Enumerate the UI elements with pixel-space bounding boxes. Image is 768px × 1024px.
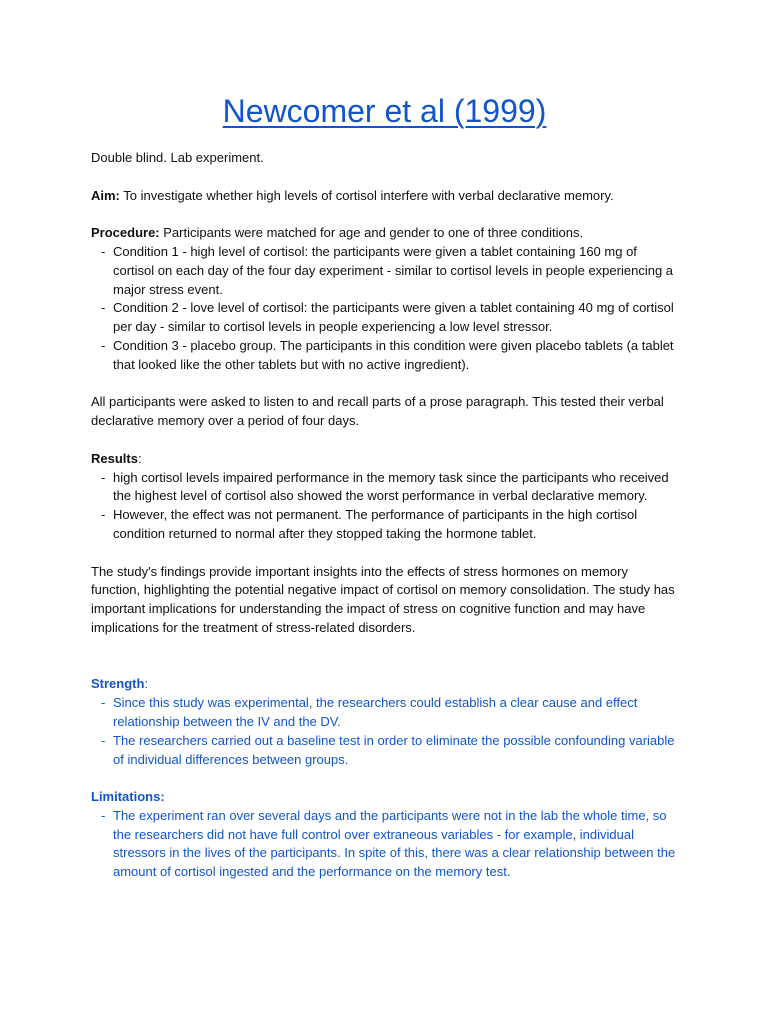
limitations-label: Limitations:	[91, 789, 165, 805]
aim-label: Aim:	[91, 187, 120, 203]
strength-item-1: - Since this study was experimental, the researchers could establish a clear cause and effect relationship between the IV and the DV.	[113, 694, 678, 732]
aim-text: To investigate whether high levels of cortisol interfere with verbal declarative memory.	[119, 187, 614, 203]
limitations-heading	[91, 788, 678, 807]
results-paragraph	[91, 450, 678, 469]
strength-label: Strength	[91, 676, 145, 692]
procedure-item-2: - Condition 2 - love level of cortisol: the participants were given a tablet containing 40 mg of cortisol per day - similar to cortisol levels in people experiencing a low level stressor.	[113, 299, 678, 337]
findings-paragraph: The study's findings provide important insights into the effects of stress hormones on memory function, highlighting the potential negative impact of cortisol on memory consolidation. The study has important implications for understanding the impact of stress on cognitive function and may have implications for the treatment of stress-related disorders.	[91, 563, 675, 635]
task-paragraph: All participants were asked to listen to and recall parts of a prose paragraph. This tested their verbal declarative memory over a period of four days.	[91, 394, 664, 429]
procedure-label: Procedure:	[91, 225, 160, 241]
spacer	[91, 769, 678, 788]
limitations-section	[91, 788, 678, 882]
spacer	[91, 544, 678, 563]
results-label: Results	[91, 450, 138, 466]
procedure-item-1: - Condition 1 - high level of cortisol: the participants were given a tablet containing 160 mg of cortisol on each day of the four day experiment - similar to cortisol levels in people experiencing a major stress event.	[113, 243, 678, 299]
results-item-1: - high cortisol levels impaired performance in the memory task since the participants who received the highest level of cortisol also showed the worst performance in verbal declarative memory.	[113, 469, 678, 507]
spacer	[91, 375, 678, 394]
page-title[interactable]: Newcomer et al (1999)	[222, 93, 547, 129]
procedure-text: Participants were matched for age and gender to one of three conditions.	[159, 225, 584, 241]
spacer	[91, 638, 678, 676]
strength-heading	[91, 675, 678, 694]
limitations-list	[91, 807, 678, 882]
results-suffix: :	[137, 450, 142, 466]
strength-section	[91, 675, 678, 769]
procedure-paragraph	[91, 224, 678, 243]
aim-paragraph	[91, 187, 678, 206]
results-item-2: - However, the effect was not permanent. The performance of participants in the high cortisol condition returned to normal after they stopped taking the hormone tablet.	[113, 506, 678, 544]
strength-suffix: :	[144, 676, 149, 692]
procedure-list	[91, 243, 678, 375]
intro-text: Double blind. Lab experiment.	[91, 150, 264, 165]
limitations-item-1: - The experiment ran over several days and the participants were not in the lab the whole time, so the researchers did not have full control over extraneous variables - for example, individual stressors in the lives of the participants. In spite of this, there was a clear relationship between the amount of cortisol ingested and the performance on the memory test.	[113, 807, 678, 882]
strength-list	[91, 694, 678, 769]
strength-item-2: - The researchers carried out a baseline test in order to eliminate the possible confounding variable of individual differences between groups.	[113, 732, 678, 770]
procedure-item-3: - Condition 3 - placebo group. The participants in this condition were given placebo tablets (a tablet that looked like the other tablets but with no active ingredient).	[113, 337, 678, 375]
results-list	[91, 469, 678, 544]
